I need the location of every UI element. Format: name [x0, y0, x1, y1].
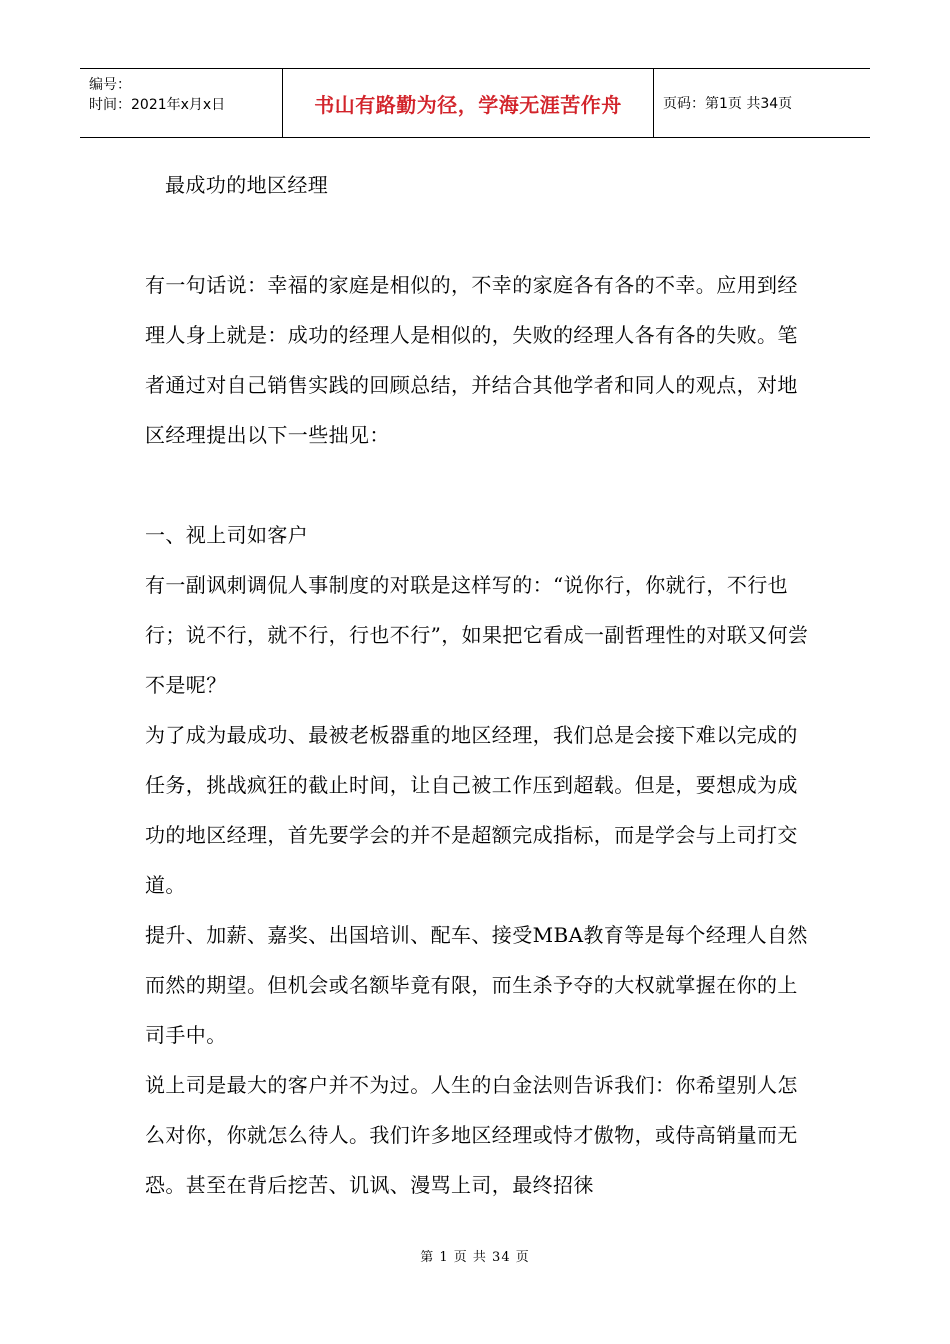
document-title: 最成功的地区经理	[165, 173, 329, 197]
document-date: 时间：2021年x月x日	[89, 97, 226, 113]
paragraph: 说上司是最大的客户并不为过。人生的白金法则告诉我们：你希望别人怎么对你，你就怎么待人。我们许多地区经理或恃才傲物，或侍高销量而无恐。甚至在背后挖苦、讥讽、漫骂上司，最终招徕	[145, 1073, 798, 1197]
paragraph-intro: 有一句话说：幸福的家庭是相似的，不幸的家庭各有各的不幸。应用到经理人身上就是：成功的经理人是相似的，失败的经理人各有各的失败。笔者通过对自己销售实践的回顾总结，并结合其他学者和同人的观点，对地区经理提出以下一些拙见：	[145, 273, 798, 447]
header-meta	[80, 69, 283, 137]
paragraph: 有一副讽刺调侃人事制度的对联是这样写的：“说你行，你就行，不行也行；说不行，就不行，行也不行”，如果把它看成一副哲理性的对联又何尝不是呢？	[145, 573, 809, 697]
document-number-label: 编号：	[89, 77, 131, 93]
spacer	[145, 460, 810, 510]
paragraph: 提升、加薪、嘉奖、出国培训、配车、接受MBA教育等是每个经理人自然而然的期望。但机会或名额毕竟有限，而生杀予夺的大权就掌握在你的上司手中。	[145, 923, 808, 1047]
paragraph: 为了成为最成功、最被老板器重的地区经理，我们总是会接下难以完成的任务，挑战疯狂的截止时间，让自己被工作压到超载。但是，要想成为成功的地区经理，首先要学会的并不是超额完成指标，而是学会与上司打交道。	[145, 723, 798, 897]
section-heading: 一、视上司如客户	[145, 523, 309, 547]
document-body	[145, 160, 810, 1210]
spacer	[145, 210, 810, 260]
header-page-info: 页码：第1页 共34页	[663, 96, 793, 112]
page-footer: 第 1 页 共 34 页	[420, 1250, 530, 1265]
header-motto: 书山有路勤为径，学海无涯苦作舟	[283, 69, 654, 137]
page-header	[80, 68, 870, 138]
